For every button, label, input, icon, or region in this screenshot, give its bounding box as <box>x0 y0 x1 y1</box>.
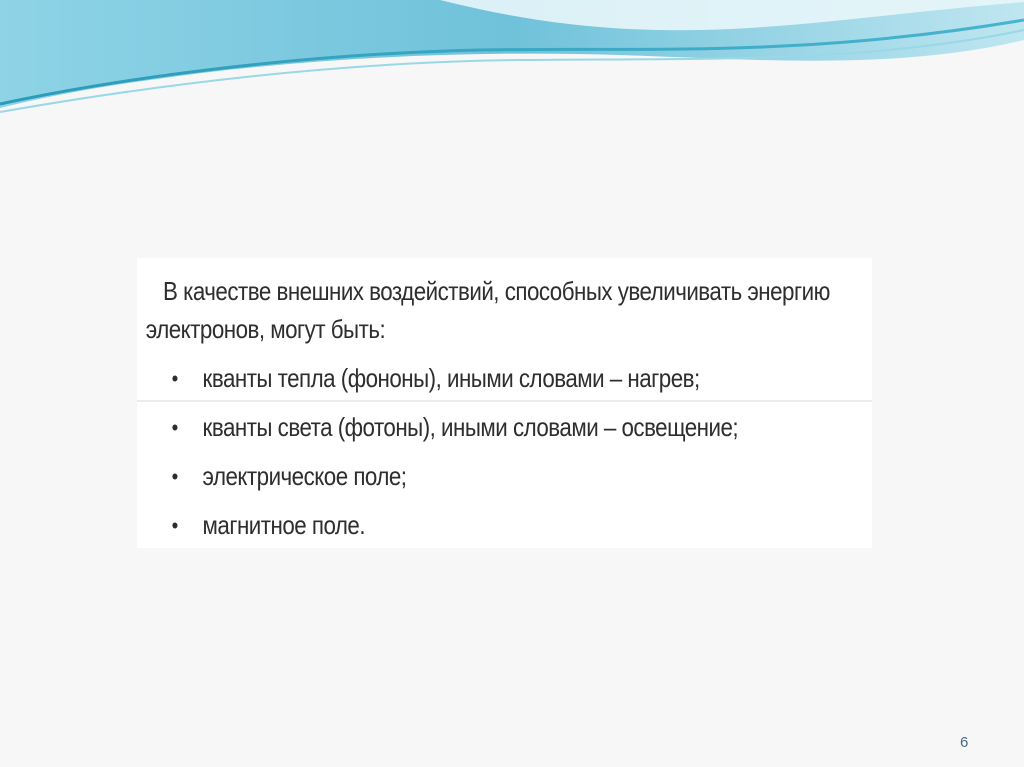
page-number: 6 <box>960 734 969 751</box>
intro-line-2: электронов, могут быть: <box>145 314 386 344</box>
list-item-text: электрическое поле; <box>202 461 407 491</box>
bullet-icon: • <box>171 464 178 489</box>
list-item <box>163 452 891 501</box>
list-item <box>163 403 891 452</box>
bullet-icon: • <box>171 415 178 440</box>
bullet-icon: • <box>171 513 178 538</box>
bullet-list <box>163 354 872 550</box>
header-wave-decoration <box>0 0 1024 120</box>
bullet-icon: • <box>171 366 178 391</box>
list-item-text: кванты тепла (фононы), иными словами – нагрев; <box>202 363 700 393</box>
list-item-text: кванты света (фотоны), иными словами – освещение; <box>202 412 739 442</box>
intro-paragraph <box>145 272 868 348</box>
image-seam-divider <box>137 400 872 402</box>
intro-line-1: В качестве внешних воздействий, способных увеличивать энергию <box>163 276 830 306</box>
list-item <box>163 354 891 403</box>
list-item <box>163 501 891 550</box>
content-text-block <box>137 258 872 548</box>
list-item-text: магнитное поле. <box>202 510 366 540</box>
